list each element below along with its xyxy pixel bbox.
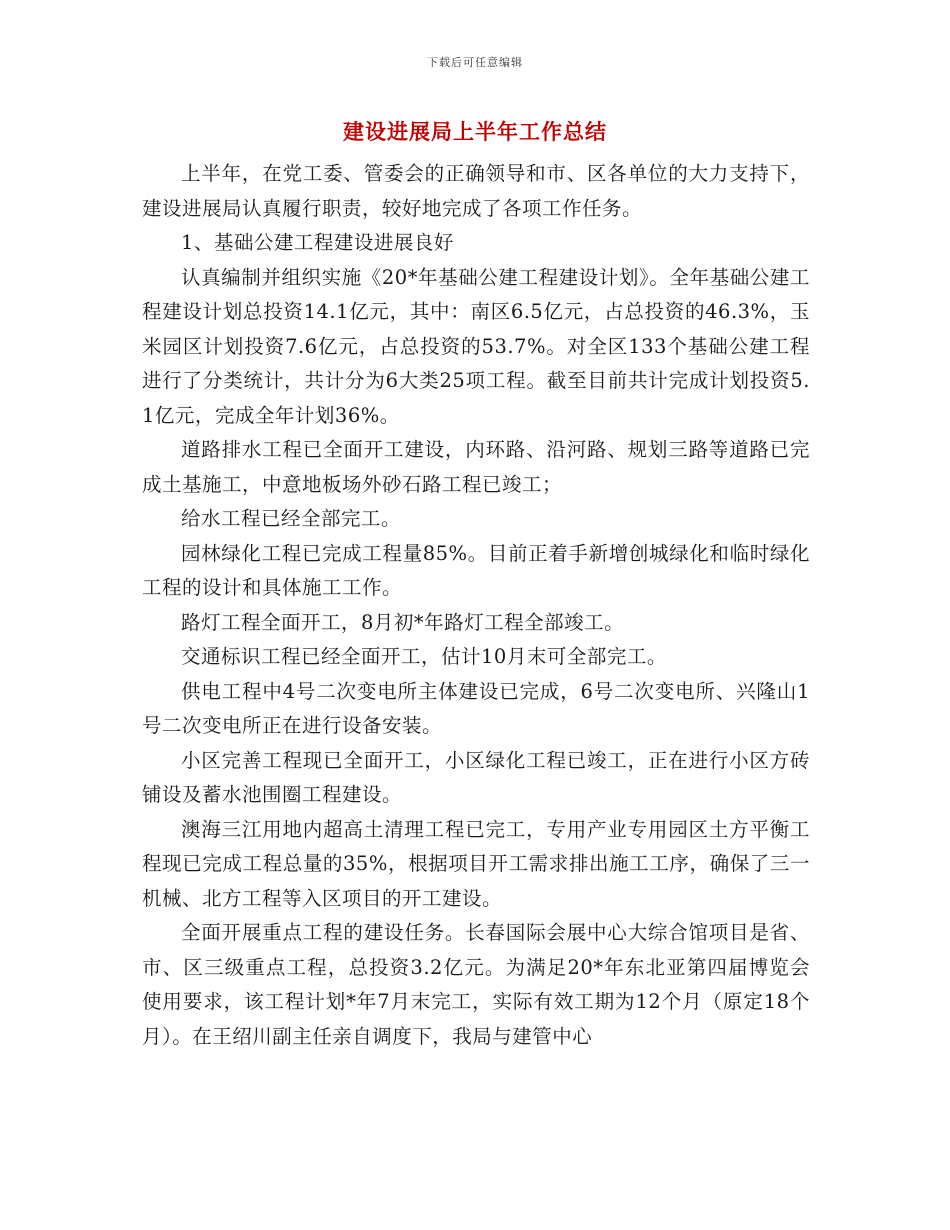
paragraph: 路灯工程全面开工，8月初*年路灯工程全部竣工。 — [181, 610, 625, 634]
paragraph: 上半年，在党工委、管委会的正确领导和市、区各单位的大力支持下，建设进展局认真履行职责，较好地完成了各项工作任务。 — [142, 162, 810, 220]
paragraph: 给水工程已经全部完工。 — [181, 507, 402, 530]
paragraph: 认真编制并组织实施《20*年基础公建工程建设计划》。全年基础公建工程建设计划总投资14.1亿元，其中：南区6.5亿元，占总投资的46.3%，玉米园区计划投资7.6亿元，占总投资的53.7%。对全区133个基础公建工程进行了分类统计，共计分为6大类25项工程。截至目前共计完成计划投资5.1亿元，完成全年计划36%。 — [142, 265, 810, 427]
section-heading: 1、基础公建工程建设进展良好 — [181, 231, 454, 254]
header-note: 下载后可任意编辑 — [427, 56, 523, 69]
paragraph: 园林绿化工程已完成工程量85%。目前正着手新增创城绿化和临时绿化工程的设计和具体施工工作。 — [142, 541, 810, 599]
paragraph: 小区完善工程现已全面开工，小区绿化工程已竣工，正在进行小区方砖铺设及蓄水池围圈工程建设。 — [142, 748, 810, 806]
paragraph: 交通标识工程已经全面开工，估计10月末可全部完工。 — [181, 645, 667, 668]
paragraph: 澳海三江用地内超高土清理工程已完工，专用产业专用园区土方平衡工程现已完成工程总量的35%，根据项目开工需求排出施工工序，确保了三一机械、北方工程等入区项目的开工建设。 — [142, 817, 810, 910]
document-title: 建设进展局上半年工作总结 — [343, 119, 607, 144]
paragraph: 供电工程中4号二次变电所主体建设已完成，6号二次变电所、兴隆山1号二次变电所正在进行设备安装。 — [142, 679, 810, 737]
document-body — [142, 157, 810, 1054]
paragraph: 全面开展重点工程的建设任务。长春国际会展中心大综合馆项目是省、市、区三级重点工程，总投资3.2亿元。为满足20*年东北亚第四届博览会使用要求，该工程计划*年7月末完工，实际有效工期为12个月（原定18个月）。在王绍川副主任亲自调度下，我局与建管中心 — [142, 921, 810, 1048]
paragraph: 道路排水工程已全面开工建设，内环路、沿河路、规划三路等道路已完成土基施工，中意地板场外砂石路工程已竣工； — [142, 438, 810, 496]
